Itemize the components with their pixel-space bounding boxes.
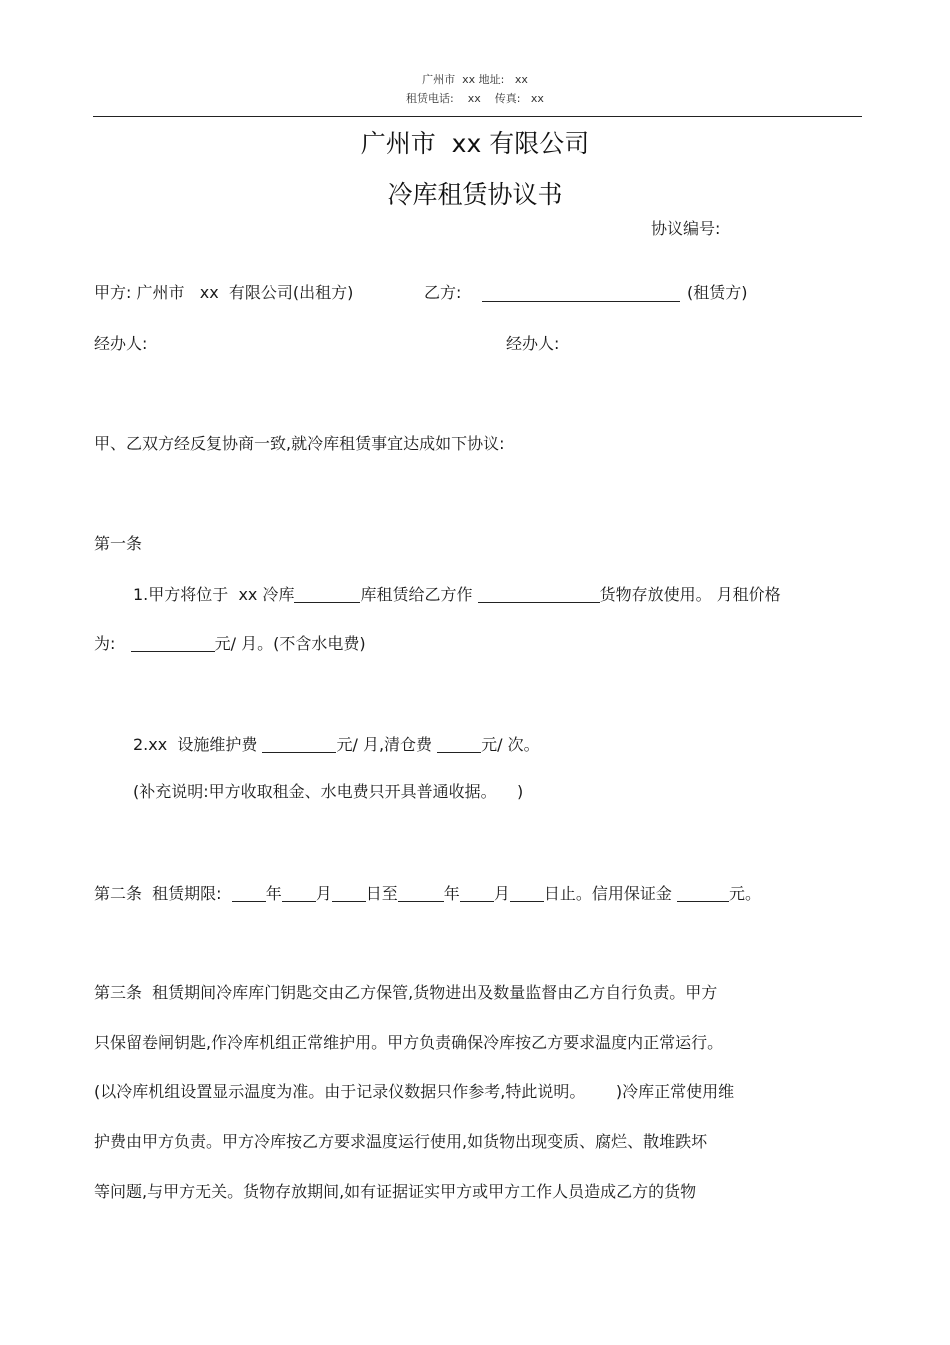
start-year-blank [232, 885, 266, 902]
text-segment: 日至 [365, 884, 398, 903]
handler-a-label: 经办人: [94, 334, 148, 353]
text-segment: 元/ 月,清仓费 [336, 735, 433, 754]
article-3-line-5: 等问题,与甲方无关。货物存放期间,如有证据证实甲方或甲方工作人员造成乙方的货物 [94, 1182, 697, 1201]
header-divider [93, 116, 862, 117]
text-segment: 月 [493, 884, 510, 903]
company-title: 广州市 xx 有限公司 [360, 129, 590, 158]
article-3-line-2: 只保留卷闸钥匙,作冷库机组正常维护用。甲方负责确保冷库按乙方要求温度内正常运行。 [94, 1033, 724, 1052]
text-segment: 2.xx 设施维护费 [133, 735, 258, 754]
party-b-blank [482, 285, 680, 302]
header-contact-line: 租赁电话: xx 传真: xx [406, 92, 544, 105]
end-month-blank [460, 885, 494, 902]
text-segment: 元。 [728, 884, 761, 903]
article-2-line [94, 882, 761, 904]
header-address-line: 广州市 xx 地址: xx [422, 73, 528, 86]
party-b-label: 乙方: [424, 283, 462, 302]
text-segment: 日止。信用保证金 [543, 884, 672, 903]
article-1-item-1-line-2 [94, 632, 366, 654]
end-year-blank [398, 885, 444, 902]
deposit-blank [677, 885, 729, 902]
article-3-line-4: 护费由甲方负责。甲方冷库按乙方要求温度运行使用,如货物出现变质、腐烂、散堆跌坏 [94, 1132, 708, 1151]
article-1-item-1-line-1 [133, 583, 781, 605]
intro-paragraph: 甲、乙双方经反复协商一致,就冷库租赁事宜达成如下协议: [94, 434, 505, 453]
article-3-line-1: 第三条 租赁期间冷库库门钥匙交由乙方保管,货物进出及数量监督由乙方自行负责。甲方 [94, 983, 718, 1002]
party-a-line: 甲方: 广州市 xx 有限公司(出租方) [94, 283, 354, 302]
handler-b-label: 经办人: [506, 334, 560, 353]
article-1-note: (补充说明:甲方收取租金、水电费只开具普通收据。 ) [133, 782, 524, 801]
document-title: 冷库租赁协议书 [387, 180, 563, 209]
text-segment: 月 [315, 884, 332, 903]
article-1-heading: 第一条 [94, 534, 143, 553]
text-segment: 元/ 月。(不含水电费) [214, 634, 366, 653]
start-month-blank [282, 885, 316, 902]
agreement-number-label: 协议编号: [651, 219, 721, 238]
monthly-rent-blank [131, 635, 215, 652]
clearance-fee-blank [437, 736, 481, 753]
text-segment: 1.甲方将位于 xx 冷库 [133, 585, 295, 604]
text-segment: 库租赁给乙方作 [360, 585, 473, 604]
end-day-blank [510, 885, 544, 902]
text-segment: 年 [443, 884, 460, 903]
start-day-blank [332, 885, 366, 902]
party-b-role: (租赁方) [687, 283, 748, 302]
text-segment: 为: [94, 634, 116, 653]
text-segment: 元/ 次。 [481, 735, 540, 754]
text-segment: 年 [265, 884, 282, 903]
article-3-line-3: (以冷库机组设置显示温度为准。由于记录仪数据只作参考,特此说明。 )冷库正常使用维 [94, 1082, 735, 1101]
article-1-item-2 [133, 733, 540, 755]
goods-type-blank [478, 586, 600, 603]
text-segment: 第二条 租赁期限: [94, 884, 222, 903]
text-segment: 货物存放使用。 月租价格 [599, 585, 781, 604]
warehouse-number-blank [294, 586, 360, 603]
maintenance-fee-blank [262, 736, 336, 753]
